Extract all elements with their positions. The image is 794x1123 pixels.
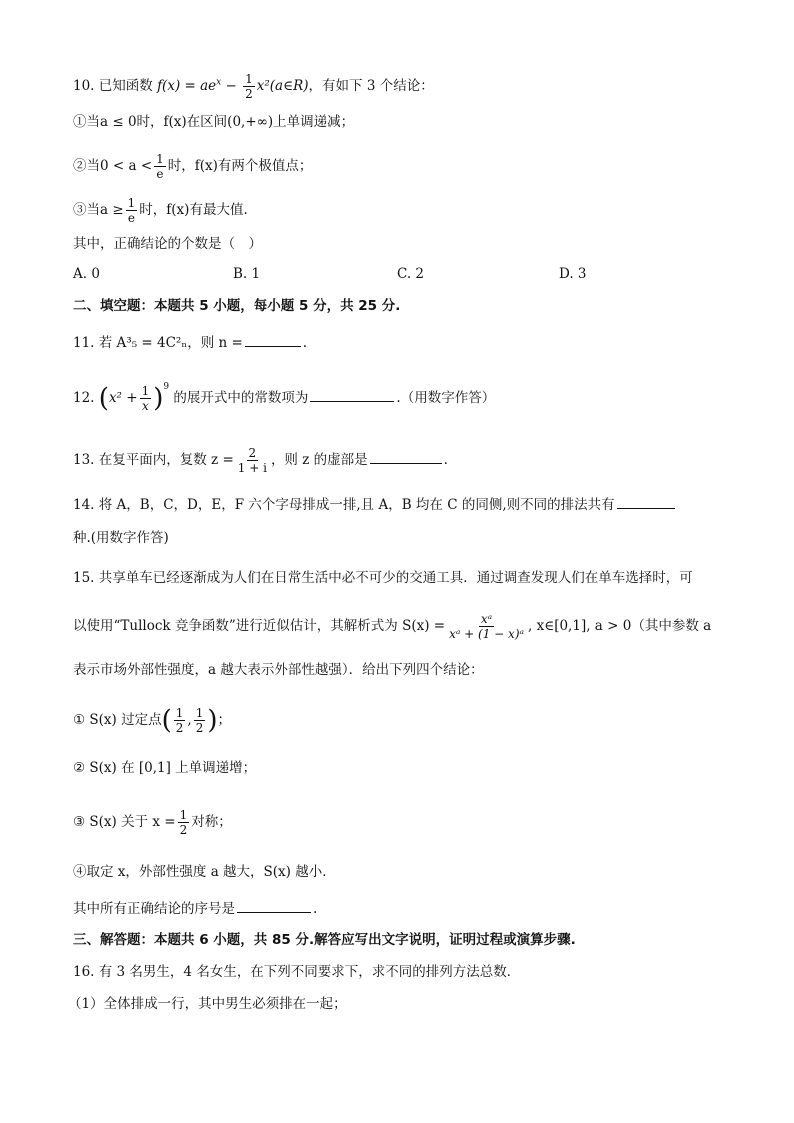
- q16-stem: 16. 有 3 名男生，4 名女生，在下列不同要求下，求不同的排列方法总数．: [73, 964, 521, 980]
- q11-answer-blank[interactable]: [245, 332, 301, 347]
- q10-half-fraction: $\frac{1}{2}$: [245, 72, 253, 101]
- q15-point-y: $\frac{1}{2}$: [195, 706, 204, 735]
- q12-fraction: $\frac{1}{x}$: [141, 384, 150, 413]
- q10-option-d[interactable]: D. 3: [559, 266, 587, 282]
- q13: 13. 在复平面内，复数 z = $\frac{2}{1 + i}$ ，则 z 的虚部是 .: [73, 446, 448, 475]
- q15-fraction: $\frac{\text{xᵃ}}{\text{xᵃ + (1 − x)ᵃ}}$: [449, 612, 525, 641]
- q10-stem: 10. 已知函数 $f(x) = ae^x$ − $\frac{1}{2}$ x²(a∈R)，有如下 3 个结论：: [73, 72, 434, 101]
- q14-line-1: 14. 将 A，B，C，D，E，F 六个字母排成一排,且 A，B 均在 C 的同侧,则不同的排法共有: [73, 494, 677, 515]
- q14-line-2: 种.(用数字作答): [73, 530, 169, 546]
- q10-c3-fraction: $\frac{1}{e}$: [127, 196, 136, 225]
- q10-option-b[interactable]: B. 1: [233, 266, 261, 282]
- q14-answer-blank[interactable]: [617, 494, 675, 509]
- q15-point-x: $\frac{1}{2}$: [175, 706, 184, 735]
- q12: 12. (x² + $\frac{1}{x}$ )$^9$ 的展开式中的常数项为 .（用数字作答）: [73, 381, 496, 414]
- q10-conclusion-1: ①当a ≤ 0时，f(x)在区间(0,+∞)上单调递减；: [73, 114, 355, 130]
- q10-c2-fraction: $\frac{1}{e}$: [156, 152, 164, 181]
- q10-options: [73, 264, 733, 284]
- q15-c3-fraction: $\frac{1}{2}$: [179, 808, 188, 837]
- q10-conclusion-2: ②当0 < a < $\frac{1}{e}$ 时，f(x)有两个极值点；: [73, 152, 313, 181]
- q15-line-2: 以使用“Tullock 竞争函数”进行近似估计，其解析式为 S(x) = $\frac{\text{xᵃ}}{\text{xᵃ + (1 − x)ᵃ}}$ , x∈[0,1], a > 0（其中参数 a: [73, 612, 712, 641]
- q13-answer-blank[interactable]: [370, 449, 442, 464]
- q15-line-3: 表示市场外部性强度，a 越大表示外部性越强）．给出下列四个结论：: [73, 662, 484, 678]
- q12-answer-blank[interactable]: [310, 387, 394, 402]
- q15-line-1: 15. 共享单车已经逐渐成为人们在日常生活中必不可少的交通工具．通过调查发现人们在单车选择时，可: [73, 570, 693, 586]
- q15-conclusion-3: ③ S(x) 关于 x = $\frac{1}{2}$ 对称；: [73, 808, 232, 837]
- q13-fraction: $\frac{2}{1 + i}$: [237, 446, 267, 475]
- q11: 11. 若 A³₅ = 4C²ₙ，则 n = .: [73, 332, 307, 353]
- q10-question: 其中，正确结论的个数是（ ）: [73, 236, 262, 252]
- q10-option-a[interactable]: A. 0: [73, 266, 100, 282]
- q15-conclusion-2: ② S(x) 在 [0,1] 上单调递增；: [73, 760, 257, 776]
- q15-conclusion-4: ④取定 x，外部性强度 a 越大，S(x) 越小．: [73, 864, 336, 880]
- section-2-heading: 二、填空题：本题共 5 小题，每小题 5 分，共 25 分.: [73, 298, 401, 314]
- q15-answer-blank[interactable]: [237, 898, 311, 913]
- q10-option-c[interactable]: C. 2: [397, 266, 425, 282]
- q16-sub-1: （1）全体排成一行，其中男生必须排在一起；: [68, 996, 347, 1012]
- section-3-heading: 三、解答题：本题共 6 小题，共 85 分.解答应写出文字说明，证明过程或演算步骤.: [73, 932, 576, 948]
- q10-conclusion-3: ③当a ≥ $\frac{1}{e}$ 时，f(x)有最大值.: [73, 196, 248, 225]
- q15-question: 其中所有正确结论的序号是 .: [73, 898, 317, 919]
- q15-conclusion-1: ① S(x) 过定点( $\frac{1}{2}$ , $\frac{1}{2}$ )；: [73, 705, 231, 736]
